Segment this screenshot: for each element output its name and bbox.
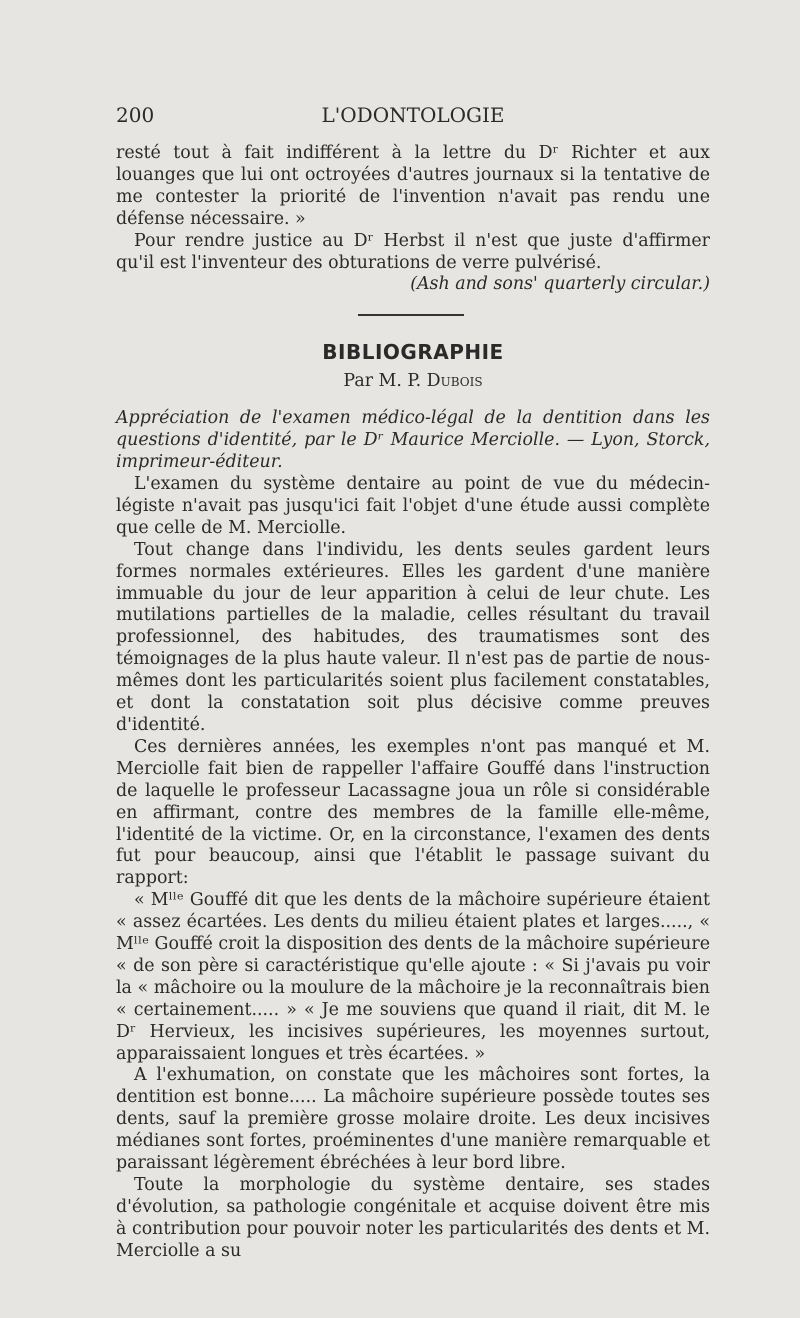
citation: (Ash and sons' quarterly circular.) xyxy=(410,274,710,295)
body-paragraph: L'examen du système dentaire au point de vue du médecin-légiste n'avait pas jusqu'ici fait l'objet d'une étude aussi complète que celle de M. Merciolle. xyxy=(116,474,710,538)
quoted-testimony: « Mˡˡᵉ Gouffé dit que les dents de la mâchoire supérieure étaient « assez écartées. Les dents du milieu étaient plates et larges....., « Mˡˡᵉ Gouffé croit la disposition des dents de la mâchoire supérieure « de son père si caractéristique qu'elle ajoute : « Si j'avais pu voir la « mâchoire ou la moulure de la mâchoire je la reconnaîtrais bien « certainement..... » « Je me souviens que quand il riait, dit M. le Dʳ Hervieux, les incisives supérieures, les moyennes surtout, apparaissaient longues et très écartées. » xyxy=(116,890,710,1064)
byline-prefix: Par M. P. xyxy=(343,371,422,391)
body-text xyxy=(116,474,710,1263)
section-divider xyxy=(358,314,464,316)
body-paragraph: A l'exhumation, on constate que les mâchoires sont fortes, la dentition est bonne..... La mâchoire supérieure possède toutes ses dents, sauf la première grosse molaire droite. Les deux incisives médianes sont fortes, proéminentes d'une manière remarquable et paraissant légèrement ébréchées à leur bord libre. xyxy=(116,1065,710,1174)
body-paragraph: Toute la morphologie du système dentaire, ses stades d'évolution, sa pathologie congénitale et acquise doivent être mis à contribution pour pouvoir noter les particularités des dents et M. Merciolle a su xyxy=(116,1175,710,1261)
review-heading: Appréciation de l'examen médico-légal de la dentition dans les questions d'identité, par le Dʳ Maurice Merciolle. — Lyon, Storck, imprimeur-éditeur. xyxy=(116,408,710,472)
running-title: L'ODONTOLOGIE xyxy=(321,103,505,127)
byline xyxy=(116,371,710,391)
running-header xyxy=(116,103,710,133)
intro-paragraph: resté tout à fait indifférent à la lettre du Dʳ Richter et aux louanges que lui ont octroyées d'autres journaux si la tentative de me contester la priorité de l'invention n'avait pas rendu une défense nécessaire. » xyxy=(116,143,710,229)
intro-text xyxy=(116,143,710,296)
page-number: 200 xyxy=(116,103,155,127)
body-paragraph: Tout change dans l'individu, les dents seules gardent leurs formes normales extérieures. Elles les gardent d'une manière immuable du jour de leur apparition à celui de leur chute. Les mutilations partielles de la maladie, celles résultant du travail professionnel, des habitudes, des traumatismes sont des témoignages de la plus haute valeur. Il n'est pas de partie de nous-mêmes dont les particularités soient plus facilement constatables, et dont la constatation soit plus décisive comme preuves d'identité. xyxy=(116,539,710,735)
intro-paragraph: Pour rendre justice au Dʳ Herbst il n'est que juste d'affirmer qu'il est l'inventeur des obturations de verre pulvérisé. xyxy=(116,230,710,273)
byline-author: Dubois xyxy=(426,371,483,391)
body-paragraph: Ces dernières années, les exemples n'ont pas manqué et M. Merciolle fait bien de rappeller l'affaire Gouffé dans l'instruction de laquelle le professeur Lacassagne joua un rôle si considérable en affirmant, contre des membres de la famille elle-même, l'identité de la victime. Or, en la circonstance, l'examen des dents fut pour beaucoup, ainsi que l'établit le passage suivant du rapport: xyxy=(116,736,710,889)
section-title: BIBLIOGRAPHIE xyxy=(322,340,504,364)
